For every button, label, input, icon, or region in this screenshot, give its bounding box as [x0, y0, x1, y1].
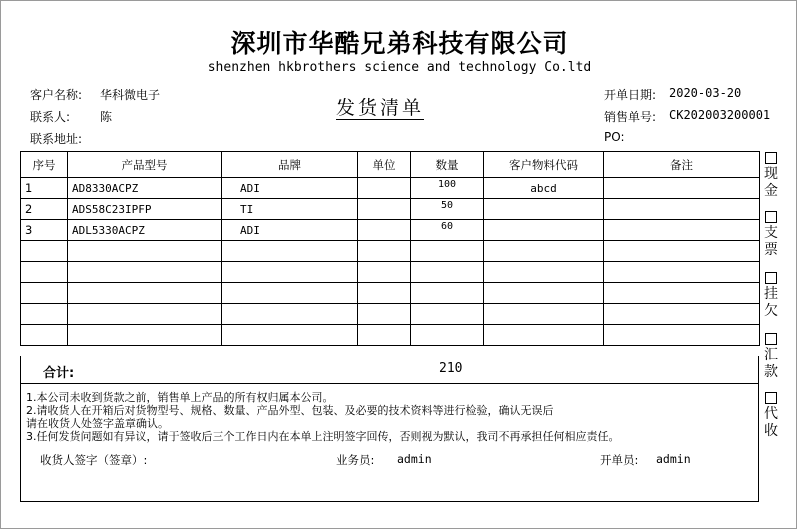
cell-material-code: [484, 262, 604, 283]
checkbox-icon[interactable]: [765, 152, 777, 164]
cell-material-code: [484, 220, 604, 241]
sales-number-value: CK202003200001: [669, 108, 771, 122]
document-title: 发货清单: [336, 97, 425, 119]
table-row: [21, 325, 760, 346]
salesman-label: 业务员:: [336, 453, 375, 467]
table-row: [21, 178, 760, 199]
cell-index: [21, 283, 68, 304]
cell-brand: ADI: [222, 178, 358, 199]
customer-label: 客户名称:: [30, 88, 83, 102]
cell-brand: [222, 325, 358, 346]
cell-material-code: [484, 241, 604, 262]
cell-quantity: [411, 325, 484, 346]
cell-material-code: [484, 199, 604, 220]
checkbox-icon[interactable]: [765, 272, 777, 284]
company-name-english: shenzhen hkbrothers science and technology Co.ltd: [207, 60, 592, 75]
cell-remarks: [604, 325, 760, 346]
cell-model: [68, 241, 222, 262]
table-header-row: [21, 152, 760, 178]
payment-option-check[interactable]: 支 票: [763, 211, 779, 259]
cell-unit: [358, 178, 411, 199]
cell-remarks: [604, 262, 760, 283]
cell-model: AD8330ACPZ: [68, 178, 222, 199]
cell-quantity: [411, 241, 484, 262]
cell-quantity: [411, 283, 484, 304]
header-model: 产品型号: [68, 152, 222, 178]
total-value: 210: [439, 361, 463, 376]
date-value: 2020-03-20: [669, 86, 742, 100]
po-label: PO:: [604, 130, 625, 144]
cell-brand: [222, 304, 358, 325]
customer-value: 华科微电子: [100, 88, 161, 102]
cell-unit: [358, 304, 411, 325]
total-row: [20, 356, 759, 384]
cell-material-code: [484, 325, 604, 346]
cell-brand: [222, 283, 358, 304]
cell-unit: [358, 262, 411, 283]
cell-material-code: abcd: [484, 178, 604, 199]
cell-index: 1: [21, 178, 68, 199]
payment-option-collection[interactable]: 代 收: [763, 392, 779, 440]
salesman-value: admin: [397, 452, 432, 466]
header-material-code: 客户物料代码: [484, 152, 604, 178]
cell-brand: [222, 262, 358, 283]
cell-quantity: 60: [411, 220, 484, 241]
issuer-label: 开单员:: [600, 453, 639, 467]
cell-model: [68, 283, 222, 304]
checkbox-icon[interactable]: [765, 211, 777, 223]
cell-brand: ADI: [222, 220, 358, 241]
cell-remarks: [604, 283, 760, 304]
contact-value: 陈: [100, 110, 113, 124]
notes-section: [20, 384, 759, 502]
header-remarks: 备注: [604, 152, 760, 178]
cell-model: [68, 262, 222, 283]
table-row: [21, 220, 760, 241]
cell-quantity: [411, 262, 484, 283]
cell-unit: [358, 325, 411, 346]
payment-option-cash[interactable]: 现 金: [763, 152, 779, 200]
contact-label: 联系人:: [30, 110, 71, 124]
address-label: 联系地址:: [30, 132, 83, 146]
items-table: [20, 151, 760, 346]
header-unit: 单位: [358, 152, 411, 178]
date-label: 开单日期:: [604, 88, 657, 102]
payment-option-credit[interactable]: 挂 欠: [763, 272, 779, 320]
checkbox-icon[interactable]: [765, 333, 777, 345]
cell-material-code: [484, 283, 604, 304]
table-row: [21, 262, 760, 283]
cell-unit: [358, 283, 411, 304]
cell-brand: TI: [222, 199, 358, 220]
note-line: 3.任何发货问题如有异议，请于签收后三个工作日内在本单上注明签字回传，否则视为默认，我司不再承担任何相应责任。: [26, 430, 620, 443]
cell-remarks: [604, 199, 760, 220]
cell-model: ADS58C23IPFP: [68, 199, 222, 220]
cell-index: [21, 304, 68, 325]
note-line: 1.本公司未收到货款之前，销售单上产品的所有权归属本公司。: [26, 391, 334, 404]
cell-model: [68, 325, 222, 346]
cell-brand: [222, 241, 358, 262]
sales-number-label: 销售单号:: [604, 110, 657, 124]
checkbox-icon[interactable]: [765, 392, 777, 404]
issuer-value: admin: [656, 452, 691, 466]
cell-unit: [358, 241, 411, 262]
cell-unit: [358, 199, 411, 220]
cell-model: [68, 304, 222, 325]
cell-quantity: [411, 304, 484, 325]
total-label: 合计:: [43, 366, 75, 381]
cell-quantity: 50: [411, 199, 484, 220]
cell-index: 2: [21, 199, 68, 220]
table-row: [21, 304, 760, 325]
cell-remarks: [604, 220, 760, 241]
note-line: 请在收货人处签字盖章确认。: [26, 417, 169, 430]
cell-index: 3: [21, 220, 68, 241]
cell-quantity: 100: [411, 178, 484, 199]
header-quantity: 数量: [411, 152, 484, 178]
cell-index: [21, 262, 68, 283]
table-row: [21, 241, 760, 262]
receiver-signature-label: 收货人签字（签章）:: [40, 453, 148, 467]
cell-remarks: [604, 304, 760, 325]
header-brand: 品牌: [222, 152, 358, 178]
company-name: 深圳市华酷兄弟科技有限公司: [230, 29, 569, 58]
table-row: [21, 199, 760, 220]
cell-material-code: [484, 304, 604, 325]
cell-model: ADL5330ACPZ: [68, 220, 222, 241]
cell-index: [21, 241, 68, 262]
cell-index: [21, 325, 68, 346]
cell-remarks: [604, 241, 760, 262]
header-index: 序号: [21, 152, 68, 178]
table-row: [21, 283, 760, 304]
cell-unit: [358, 220, 411, 241]
note-line: 2.请收货人在开箱后对货物型号、规格、数量、产品外型、包装、及必要的技术资料等进行检验，确认无误后: [26, 404, 554, 417]
cell-remarks: [604, 178, 760, 199]
payment-option-remittance[interactable]: 汇 款: [763, 333, 779, 381]
